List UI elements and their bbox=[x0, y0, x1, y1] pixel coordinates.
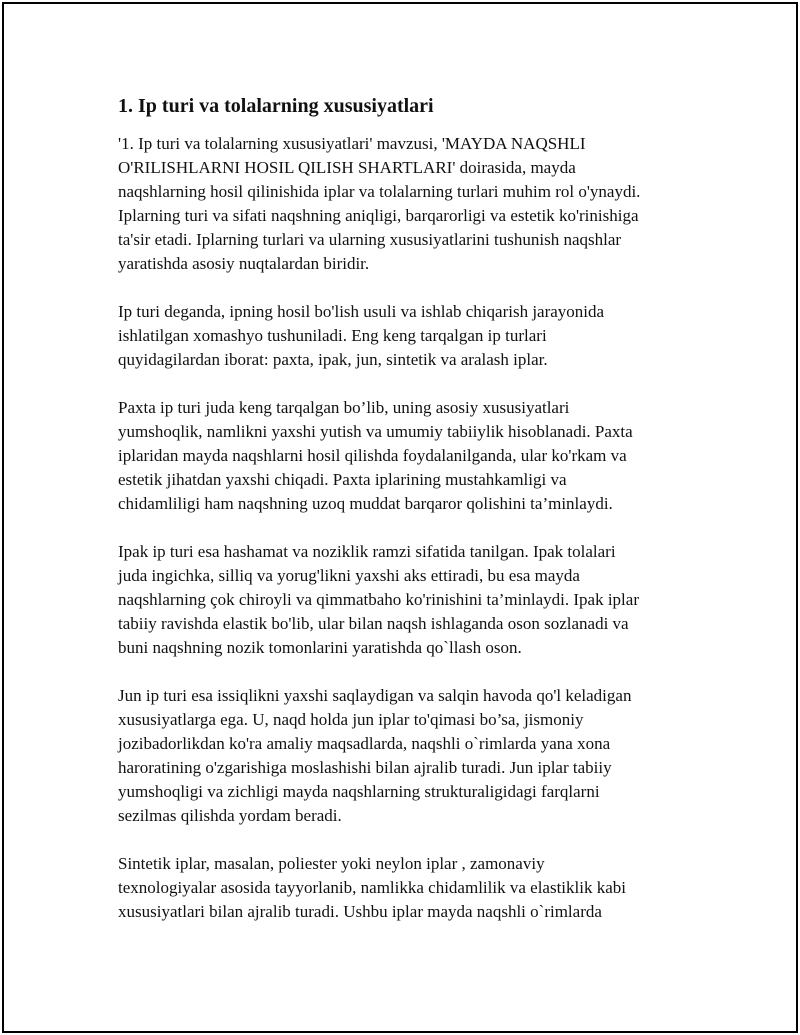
paragraph-silk: Ipak ip turi esa hashamat va noziklik ramzi sifatida tanilgan. Ipak tolalari juda ingichka, silliq va yorug'likni yaxshi aks ettiradi, bu esa mayda naqshlarning çok chiroyli va qimmatbaho ko'rinishini ta’minlaydi. Ipak iplar tabiiy ravishda elastik bo'lib, ular bilan naqsh ishlaganda oson sozlanadi va buni naqshning nozik tomonlarini yaratishda qo`llash oson. bbox=[118, 542, 639, 657]
section-heading: 1. Ip turi va tolalarning xususiyatlari bbox=[118, 95, 434, 117]
paragraph-yarn-types: Ip turi deganda, ipning hosil bo'lish usuli va ishlab chiqarish jarayonida ishlatilgan xomashyo tushuniladi. Eng keng tarqalgan ip turlari quyidagilardan iborat: paxta, ipak, jun, sintetik va aralash iplar. bbox=[118, 302, 605, 369]
paragraph-intro: '1. Ip turi va tolalarning xususiyatlari' mavzusi, 'MAYDA NAQSHLI O'RILISHLARNI HOSIL QILISH SHARTLARI' doirasida, mayda naqshlarning hosil qilinishida iplar va tolalarning turlari muhim rol o'ynaydi. Iplarning turi va sifati naqshning aniqligi, barqarorligi va estetik ko'rinishiga ta'sir etadi. Iplarning turlari va ularning xususiyatlarini tushunish naqshlar yaratishda asosiy nuqtalardan biridir. bbox=[118, 134, 641, 273]
paragraph-wool: Jun ip turi esa issiqlikni yaxshi saqlaydigan va salqin havoda qo'l keladigan xususiyatlarga ega. U, naqd holda jun iplar to'qimasi bo’sa, jismoniy jozibadorlikdan ko'ra amaliy maqsadlarda, naqshli o`rimlarda yana xona haroratining o'zgarishiga moslashishi bilan ajralib turadi. Jun iplar tabiiy yumshoqligi va zichligi mayda naqshlarning strukturaligidagi farqlarni sezilmas qilishda yordam beradi. bbox=[118, 686, 632, 825]
paragraph-synthetic: Sintetik iplar, masalan, poliester yoki neylon iplar , zamonaviy texnologiyalar asosida tayyorlanib, namlikka chidamlilik va elastiklik kabi xususiyatlari bilan ajralib turadi. Ushbu iplar mayda naqshli o`rimlarda bbox=[118, 854, 626, 921]
document-body bbox=[118, 92, 718, 948]
paragraph-cotton: Paxta ip turi juda keng tarqalgan bo’lib, uning asosiy xususiyatlari yumshoqlik, namlikni yaxshi yutish va umumiy tabiiylik hisoblanadi. Paxta iplaridan mayda naqshlarni hosil qilishda foydalanilganda, ular ko'rkam va estetik jihatdan yaxshi chiqadi. Paxta iplarining mustahkamligi va chidamliligi ham naqshning uzoq muddat barqaror qolishini ta’minlaydi. bbox=[118, 398, 633, 513]
